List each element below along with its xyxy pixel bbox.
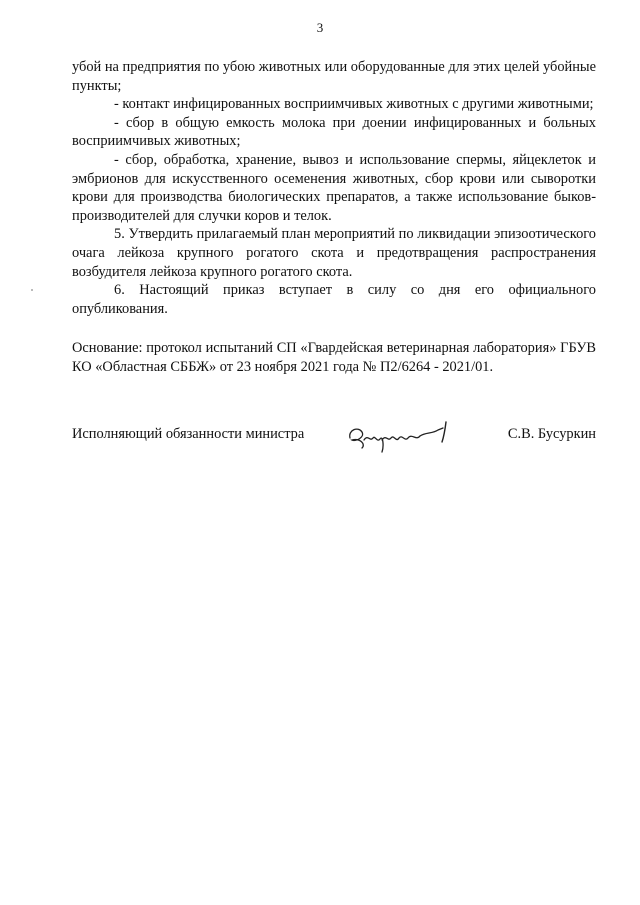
handwritten-signature (342, 416, 472, 456)
paragraph: - сбор в общую емкость молока при доении инфицированных и больных восприимчивых животных; (72, 114, 596, 150)
paragraph: 6. Настоящий приказ вступает в силу со дня его официального опубликования. (72, 282, 596, 317)
signatory-name: С.В. Бусуркин (507, 426, 596, 442)
basis-paragraph: Основание: протокол испытаний СП «Гвардейская ветеринарная лаборатория» ГБУВ КО «Областная СББЖ» от 23 ноября 2021 года № П2/6264 - 2021/01. (72, 340, 596, 375)
paragraph: - сбор, обработка, хранение, вывоз и использование спермы, яйцеклеток и эмбрионов для искусственного осеменения животных, сбор крови или сыворотки крови для производства биологических препаратов, а также использование быков-производителей для случки коров и телок. (72, 151, 596, 224)
signature-block (72, 416, 596, 456)
signatory-title: Исполняющий обязанности министра (72, 426, 305, 442)
page-number: 3 (316, 20, 324, 35)
paragraph: - контакт инфицированных восприимчивых животных с другими животными; (114, 96, 594, 113)
paragraph: 5. Утвердить прилагаемый план мероприятий по ликвидации эпизоотического очага лейкоза крупного рогатого скота и предотвращения распространения возбудителя лейкоза крупного рогатого скота. (72, 226, 596, 280)
paragraph: убой на предприятия по убою животных или оборудованные для этих целей убойные пункты; (72, 59, 596, 94)
body-text (72, 58, 596, 318)
scan-speck (31, 289, 33, 291)
